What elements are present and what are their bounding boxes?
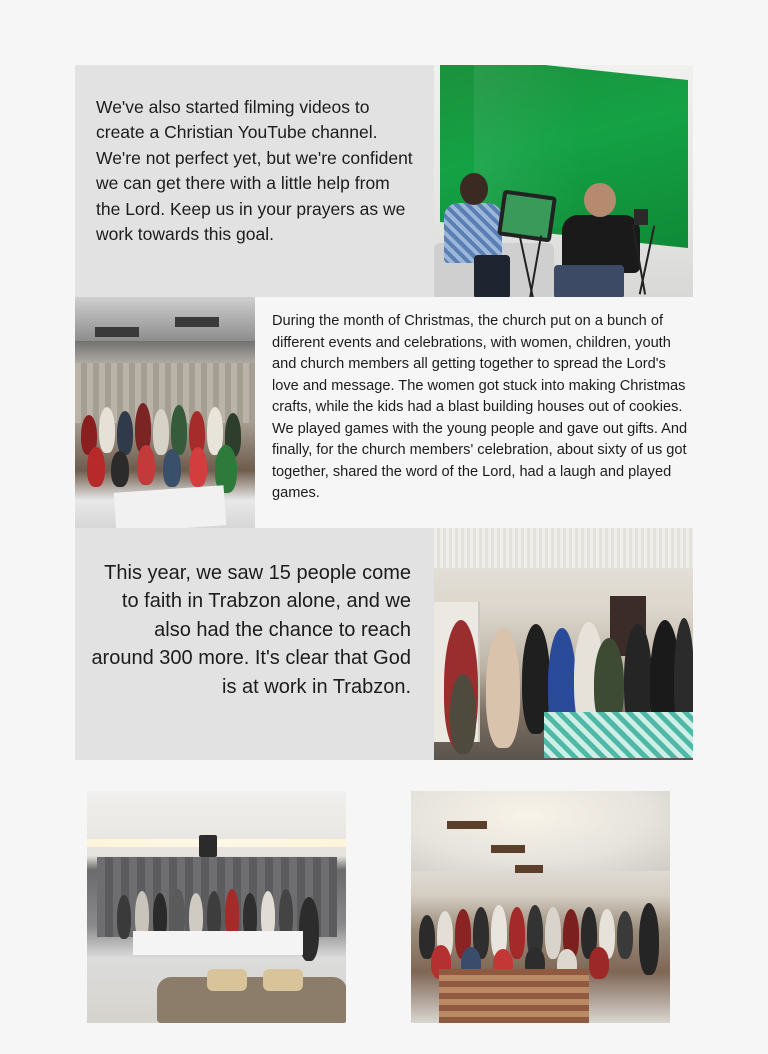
- dinner-hall-photo: [87, 791, 346, 1023]
- green-screen-filming-photo: [434, 65, 693, 297]
- christmas-text-panel: [255, 297, 693, 528]
- gingerbread-group-photo: [75, 297, 255, 528]
- christmas-paragraph: During the month of Christmas, the church put on a bunch of different events and celebrations, with women, children, youth and church members all getting together to spread the Lord's love and message. The women got stuck into making Christmas crafts, while the kids had a blast building houses out of cookies. We played games with the young people and gave out gifts. And finally, for the church members' celebration, about sixty of us got together, shared the word of the Lord, had a laugh and played games.: [272, 313, 688, 501]
- womens-crafts-group-photo: [434, 528, 693, 760]
- faith-text-panel: [75, 528, 434, 760]
- faith-paragraph: This year, we saw 15 people come to faith in Trabzon alone, and we also had the chance to reach around 300 more. It's clear that God is at work in Trabzon.: [91, 562, 411, 698]
- youtube-paragraph: We've also started filming videos to create a Christian YouTube channel. We're not perfect yet, but we're confident we can get there with a little help from the Lord. Keep us in your prayers as we work towards this goal.: [96, 97, 413, 245]
- church-members-celebration-photo: [411, 791, 670, 1023]
- youtube-text-panel: [75, 65, 434, 297]
